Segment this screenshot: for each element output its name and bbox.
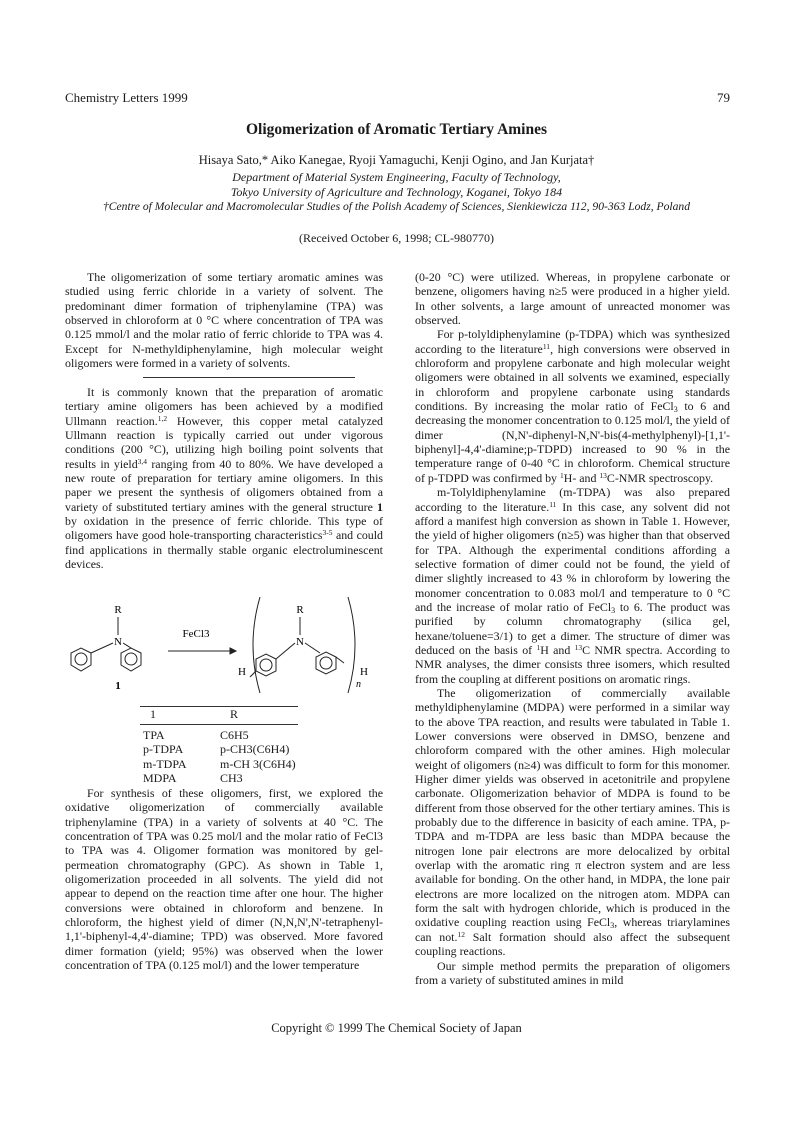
- synthesis-paragraph: For synthesis of these oligomers, first, we explored the oxidative oligomerization of commercially available triphenylamine (TPA) in a variety of solvents at 40 °C. The concentration of TPA was 0.25 mol/l and the molar ratio of FeCl3 to TPA was 4. Oligomer formation was monitored by gel-permeation chromatography (GPC). As shown in Table 1, oligomerization proceeded in all solvents. The yield did not appear to depend on the reaction time after one hour. The higher conversions were obtained in chloroform and benzene. In chloroform, the highest yield of dimer (N,N,N',N'-tetraphenyl-1,1'-biphenyl-4,4'-diamine; TPD) was observed. More favored dimer formation (yield; 95%) was observed when the lower concentration of TPA (0.125 mol/l) and the lower temperature: [65, 786, 383, 973]
- monomer-r-label: R: [114, 604, 122, 616]
- affiliation-2: Tokyo University of Agriculture and Technology, Koganei, Tokyo 184: [230, 185, 563, 199]
- page-number: 79: [717, 90, 730, 105]
- table-cell-compound: MDPA: [143, 771, 177, 785]
- table-header-compound: 1: [150, 707, 156, 721]
- copyright-footer: Copyright © 1999 The Chemical Society of Japan: [271, 1021, 522, 1035]
- table-row: [140, 771, 298, 786]
- table-cell-compound: p-TDPA: [143, 742, 184, 756]
- paper-title: Oligomerization of Aromatic Tertiary Amines: [245, 121, 548, 138]
- right-paragraph-1: (0-20 °C) were utilized. Whereas, in propylene carbonate or benzene, oligomers having n≥5 were produced in a higher yield. In other solvents, a large amount of unreacted monomer was observed.: [415, 270, 730, 328]
- table-row: [140, 728, 298, 743]
- right-column: [415, 270, 730, 987]
- right-paragraph-2: For p-tolyldiphenylamine (p-TDPA) which was synthesized according to the literature$^{11}$, high conversions were observed in chloroform and propylene carbonate and high molecular weight oligomers were obtained in all solvents we examined, especially in chloroform and propylene carbonate using standards conditions. By increasing the molar ratio of FeCl$_3$ to 6 and decreasing the monomer concentration to 0.125 mol/l, the yield of dimer (N,N'-diphenyl-N,N'-bis(4-methylphenyl)-[1,1'-biphenyl]-4,4'-diamine;p-TDPD) increased to 90 % in the temperature range of 0-40 °C in chloroform. Chemical structure of p-TDPD was confirmed by $^1$H- and $^{13}$C-NMR spectroscopy.: [415, 327, 730, 485]
- affiliation-3: †Centre of Molecular and Macromolecular Studies of the Polish Academy of Sciences, Sienkiewicza 112, 90-363 Lodz, Poland: [103, 200, 690, 213]
- synthesis-section: [65, 786, 383, 972]
- table-cell-r: CH3: [220, 771, 243, 785]
- polymer-n-label: N: [296, 636, 304, 648]
- table-row: [140, 757, 298, 772]
- abstract-divider: [143, 377, 355, 378]
- abstract-text: The oligomerization of some tertiary aromatic amines was studied using ferric chloride in a variety of solvent. The predominant dimer formation of triphenylamine (TPA) was observed in chloroform at 0 °C where concentration of TPA was 0.125 mmol/l and the molar ratio of ferric chloride to TPA was 4. Except for N-methyldiphenylamine, high molecular weight oligomers were formed in a variety of solvents.: [65, 270, 383, 371]
- table-cell-r: C6H5: [220, 727, 249, 742]
- right-paragraph-3: m-Tolyldiphenylamine (m-TDPA) was also prepared according to the literature.$^{11}$ In this case, any solvent did not afford a manifest high conversion as shown in Table 1. However, the yield of higher oligomers (n≥5) was higher than that observed for TPA. Although the experimental conditions affording a selective formation of dimer could not be found, the yield of dimer slightly increased to 43 % in chloroform by lowering the monomer concentration to 0.083 mol/l and temperature to 0 °C and the increase of molar ratio of FeCl$_3$ to 6. The product was purified by column chromatography (silica gel, hexane/toluene=3/1) to get a dimer. The structure of dimer was deduced on the basis of $^1$H and $^{13}$C NMR spectra. According to NMR analyses, the dimer consists three isomers, which resulted from the coupling at different positions on aromatic rings.: [415, 485, 730, 686]
- journal-name: Chemistry Letters 1999: [65, 90, 188, 105]
- table-cell-r: m-CH 3(C6H4): [220, 756, 296, 771]
- repeat-subscript: n: [356, 679, 361, 690]
- affiliation-1: Department of Material System Engineering, Faculty of Technology,: [232, 170, 561, 184]
- intro-section: [65, 385, 383, 571]
- reagent-label: FeCl3: [182, 628, 210, 640]
- h-end-right: H: [360, 666, 368, 678]
- table-header-row: [140, 707, 298, 722]
- table-header-r: R: [230, 707, 239, 721]
- intro-paragraph: It is commonly known that the preparation of aromatic tertiary amine oligomers has been achieved by a modified Ullmann reaction.$^{1,2}$ However, this copper metal catalyzed Ullmann reaction is typically carried out under vigorous conditions (200 °C), utilizing high boiling point solvents that results in yield$^{3,4}$ ranging from 40 to 80%. We have developed a new route of preparation for tertiary amine oligomers. In this paper we present the synthesis of oligomers obtained from a variety of substituted tertiary amines with the general structure 1 by oxidation in the presence of ferric chloride. This type of oligomers have good hole-transporting characteristics$^{3-5}$ and could find applications in thermally stable organic electroluminescent devices.: [65, 385, 383, 572]
- table-cell-r: p-CH3(C6H4): [220, 742, 290, 756]
- h-end-left: H: [238, 666, 246, 678]
- right-paragraph-4: The oligomerization of commercially available methyldiphenylamine (MDPA) were performed in a similar way to the above TPA reaction, and results were tabulated in Table 1. Lower conversions were observed in DMSO, benzene and chloroform compared with the other amines. High molecular weight of oligomers (n≥4) was difficult to form for this monomer. Higher dimer yields was observed in acetonitrile and propylene carbonate. Oligomerization behavior of MDPA is found to be different from those observed for the other tertiary amines. This is probably due to the difference in basicity of each amine. TPA, p-TDPA and m-TDPA are less basic than MDPA because the nitrogen lone pair electrons are more delocalized by orbital overlap with the aromatic ring π electron system and are less available for bonding. On the other hand, in MDPA, the lone pair electrons are more localized on the nitrogen atom. MDPA can form the salt with hydrogen chloride, which is produced in the oxidative coupling reaction using FeCl$_3$, whereas triarylamines can not.$^{12}$ Salt formation should also affect the subsequent coupling reactions.: [415, 685, 730, 959]
- monomer-n-label: N: [114, 636, 122, 648]
- polymer-r-label: R: [296, 604, 304, 616]
- table-cell-compound: m-TDPA: [143, 756, 187, 771]
- author-list: Hisaya Sato,* Aiko Kanegae, Ryoji Yamaguchi, Kenji Ogino, and Jan Kurjata†: [198, 153, 595, 167]
- right-paragraph-5: Our simple method permits the preparation of oligomers from a variety of substituted amines in mild: [415, 958, 730, 987]
- compound-number: 1: [115, 680, 121, 692]
- table-cell-compound: TPA: [143, 727, 165, 742]
- reaction-scheme: [58, 595, 378, 695]
- abstract: [65, 270, 383, 370]
- substituent-table: [140, 706, 298, 786]
- table-row: [140, 742, 298, 757]
- received-date: (Received October 6, 1998; CL-980770): [299, 231, 494, 245]
